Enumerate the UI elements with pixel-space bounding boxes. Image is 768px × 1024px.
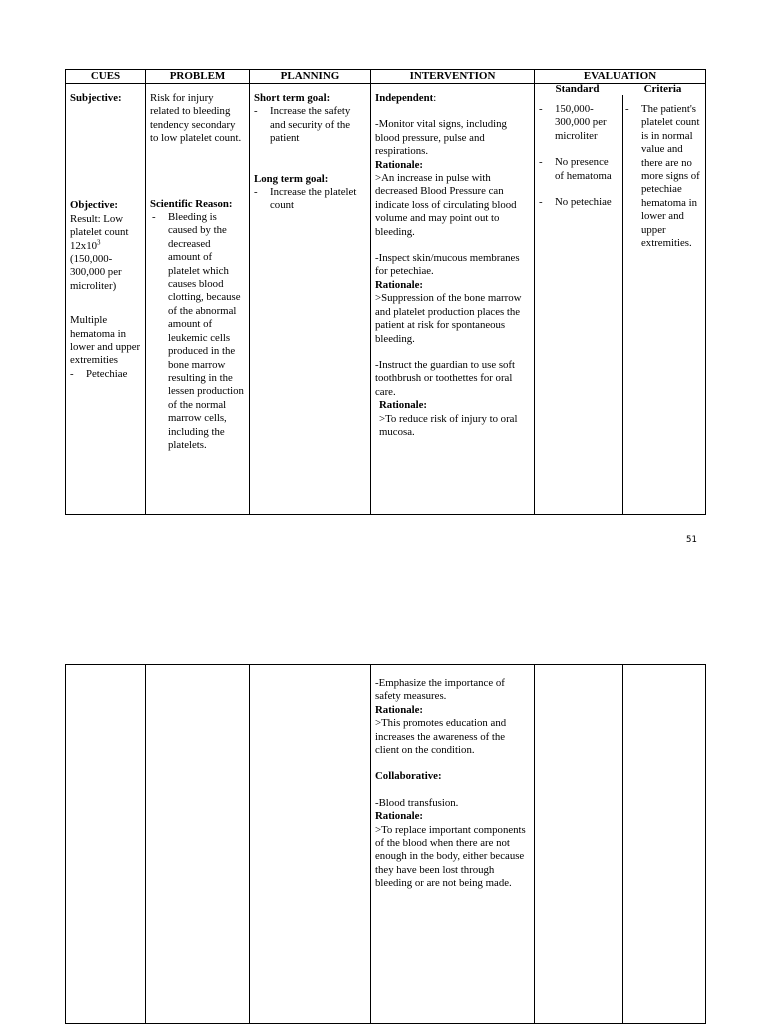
problem-cell <box>146 84 250 515</box>
subjective-label: Subjective: <box>70 92 122 104</box>
intervention-3: -Instruct the guardian to use soft toothbrush or toothettes for oral care. <box>375 358 516 398</box>
standard-column <box>535 95 623 514</box>
objective-label: Objective: <box>70 199 118 212</box>
intervention-2: -Inspect skin/mucous membranes for petechiae. <box>375 252 520 278</box>
criteria-cell-continued <box>623 665 706 1024</box>
independent-label: Independent <box>375 92 434 104</box>
header-intervention: INTERVENTION <box>371 70 535 84</box>
independent-heading <box>375 92 530 105</box>
standard-cell-continued <box>535 665 623 1024</box>
evaluation-cell <box>535 84 706 515</box>
lab-result <box>70 213 141 253</box>
rationale-1: >An increase in pulse with decreased Blood Pressure can indicate loss of circulating blood volume and may point out to bleeding. <box>375 172 517 238</box>
intervention-5: -Blood transfusion. <box>375 796 459 809</box>
petechiae-cue: - Petechiae <box>70 368 141 381</box>
header-evaluation: EVALUATION <box>535 70 706 84</box>
planning-cell <box>250 84 371 515</box>
rationale-4: >This promotes education and increases the awareness of the client on the condition. <box>375 717 507 757</box>
planning-cell-continued <box>250 665 371 1024</box>
header-cues: CUES <box>66 70 146 84</box>
rationale-label: Rationale: <box>375 278 423 291</box>
lab-result-text: Result: Low platelet count 12x10 <box>70 212 129 252</box>
care-plan-table <box>65 69 706 515</box>
rationale-label: Rationale: <box>375 703 423 716</box>
problem-cell-continued <box>146 665 250 1024</box>
standard-item-2: - No presence of hematoma <box>539 156 620 183</box>
hematoma-cue: Multiple hematoma in lower and upper extremities <box>70 314 141 367</box>
standard-header: Standard <box>555 83 600 95</box>
header-row <box>66 70 706 84</box>
criteria-column <box>623 95 705 514</box>
intervention-1: -Monitor vital signs, including blood pressure, pulse and respirations. <box>375 118 507 158</box>
header-problem: PROBLEM <box>146 70 250 84</box>
problem-statement: Risk for injury related to bleeding tendency secondary to low platelet count. <box>150 92 242 145</box>
lab-normal-range: (150,000-300,000 per microliter) <box>70 253 122 292</box>
intervention-4: -Emphasize the importance of safety measures. <box>375 677 505 703</box>
continued-row <box>66 665 706 1024</box>
intervention-cell-continued <box>371 665 535 1024</box>
collaborative-label: Collaborative: <box>375 770 442 783</box>
header-planning: PLANNING <box>250 70 371 84</box>
rationale-label: Rationale: <box>379 399 427 412</box>
criteria-header: Criteria <box>643 83 682 95</box>
rationale-label: Rationale: <box>375 158 423 171</box>
independent-colon: : <box>433 92 437 104</box>
evaluation-subheaders <box>535 84 705 95</box>
criteria-text: - The patient's platelet count is in normal value and there are no more signs of petechiae hematoma in lower and upper extremities. <box>625 103 703 250</box>
lab-result-exponent: 3 <box>97 238 101 247</box>
scientific-reason-label: Scientific Reason: <box>150 197 233 210</box>
rationale-2: >Suppression of the bone marrow and platelet production places the patient at risk for spontaneous bleeding. <box>375 292 522 345</box>
long-term-goal-label: Long term goal: <box>254 172 329 185</box>
long-term-goal: - Increase the platelet count <box>254 186 366 213</box>
care-plan-table-continued <box>65 664 706 1024</box>
standard-item-1: - 150,000-300,000 per microliter <box>539 103 620 143</box>
rationale-5: >To replace important components of the blood when there are not enough in the body, either because they have been lost through bleeding or are not being made. <box>375 823 526 890</box>
short-term-goal-label: Short term goal: <box>254 92 331 104</box>
short-term-goal: - Increase the safety and security of the patient <box>254 105 366 145</box>
cues-cell-continued <box>66 665 146 1024</box>
cues-cell <box>66 84 146 515</box>
page-number: 51 <box>686 535 697 545</box>
intervention-cell <box>371 84 535 515</box>
standard-item-3: - No petechiae <box>539 196 620 209</box>
body-row <box>66 84 706 515</box>
rationale-label: Rationale: <box>375 810 423 823</box>
scientific-reason-text: - Bleeding is caused by the decreased amount of platelet which causes blood clotting, because of the abnormal amount of leukemic cells produced in the bone marrow resulting in the lessen production of the normal marrow cells, including the platelets. <box>152 211 245 452</box>
rationale-3: >To reduce risk of injury to oral mucosa. <box>379 412 518 438</box>
